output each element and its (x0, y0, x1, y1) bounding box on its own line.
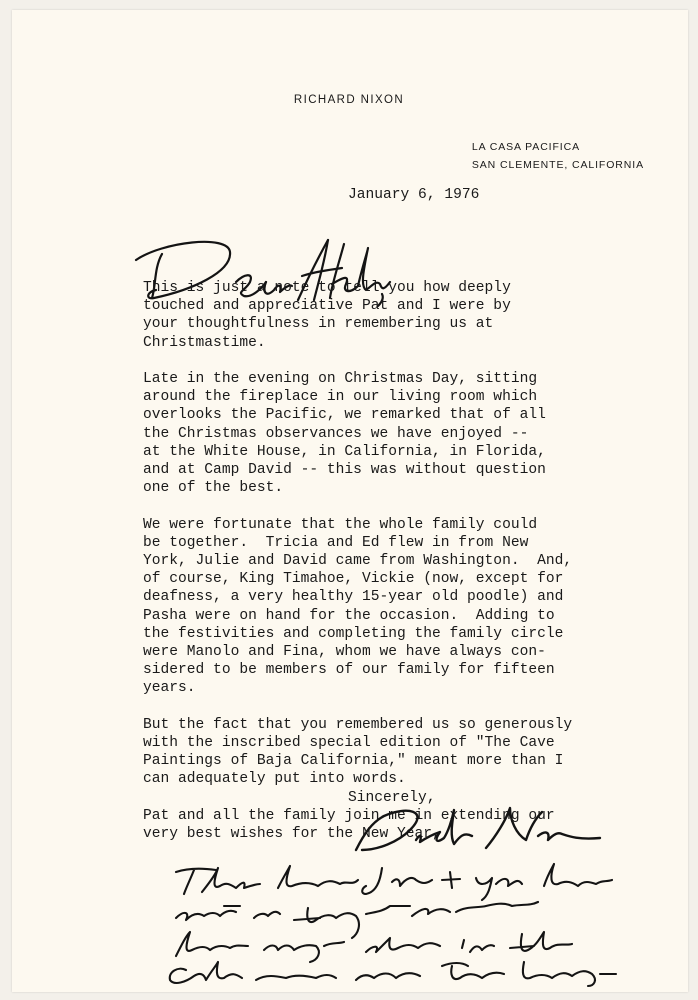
letter-closing: Sincerely, (348, 790, 436, 806)
letter-body (143, 279, 638, 861)
letter-date: January 6, 1976 (348, 187, 480, 203)
letterhead-address (472, 138, 644, 174)
letterhead-name: RICHARD NIXON (293, 94, 405, 106)
address-line-2: SAN CLEMENTE, CALIFORNIA (471, 159, 644, 171)
body-paragraph-1: This is just a note to tell you how deeply touched and appreciative Pat and I were by your thoughtfulness in remembering us at Christmastime. (143, 280, 511, 351)
body-paragraph-3: We were fortunate that the whole family could be together. Tricia and Ed flew in from New York, Julie and David came from Washington. And, of course, King Timahoe, Vickie (now, except for deafness, a very healthy 15-year old poodle) and Pasha were on hand for the occasion. Adding to the festivities and completing the family circle were Manolo and Fina, whom we have always con- sidered to be members of our family for fifteen years. (143, 516, 573, 697)
address-line-1: LA CASA PACIFICA (471, 141, 581, 153)
body-paragraph-5: Pat and all the family join me in extending our very best wishes for the New Year, (143, 807, 555, 843)
handwritten-postscript (160, 862, 620, 987)
body-paragraph-2: Late in the evening on Christmas Day, sitting around the fireplace in our living room which overlooks the Pacific, we remarked that of all the Christmas observances we have enjoyed -- at the White House, in California, in Florida, and at Camp David -- this was without question one of the best. (143, 371, 546, 497)
body-paragraph-4: But the fact that you remembered us so generously with the inscribed special edition of "The Cave Paintings of Baja California," meant more than I can adequately put into words. (143, 716, 573, 788)
handwritten-signature (350, 800, 610, 860)
